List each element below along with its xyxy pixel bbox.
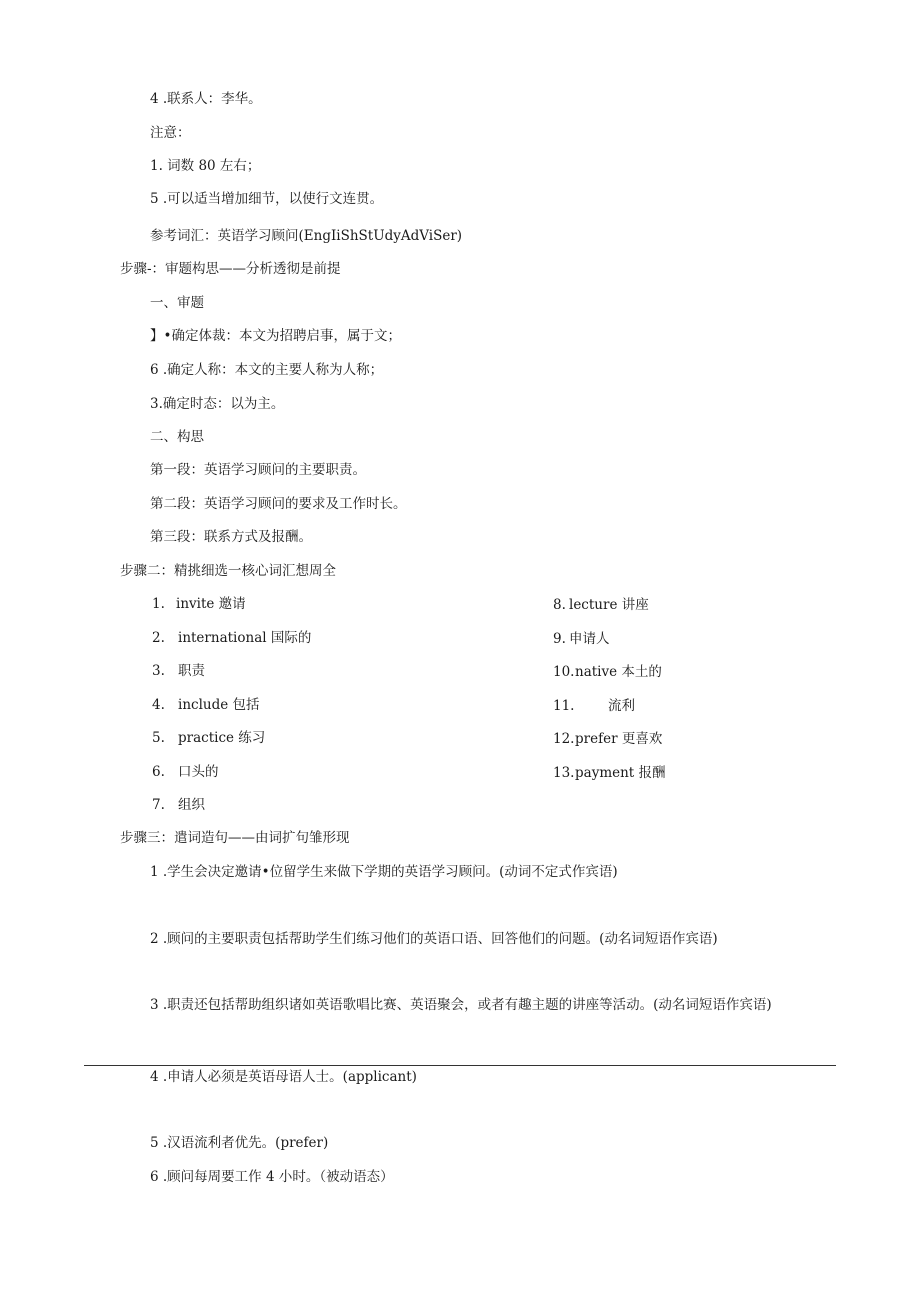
section-review-heading: 一、审题: [150, 295, 204, 311]
vocab-number: 5.: [152, 730, 165, 746]
vocab-item-2: [152, 629, 311, 647]
vocab-number: 12.: [553, 731, 575, 747]
sentence-task-5: 5 .汉语流利者优先。(prefer): [150, 1135, 329, 1151]
vocab-text: invite 邀请: [176, 596, 246, 612]
vocab-item-10: [553, 663, 662, 681]
vocab-text: practice 练习: [178, 730, 266, 746]
vocab-item-7: [152, 796, 205, 814]
vocab-number: 2.: [152, 630, 165, 646]
vocab-item-11: [553, 697, 635, 715]
vocab-item-5: [152, 729, 265, 747]
vocab-number: 7.: [152, 797, 165, 813]
review-tense: 3.确定时态：以为主。: [150, 396, 285, 412]
sentence-task-1: 1 .学生会决定邀请•位留学生来做下学期的英语学习顾问。(动词不定式作宾语): [150, 864, 618, 880]
sentence-task-2: 2 .顾问的主要职责包括帮助学生们练习他们的英语口语、回答他们的问题。(动名词短语作宾语): [150, 931, 718, 947]
vocab-text: 组织: [178, 797, 205, 813]
step-one-heading: 步骤-：审题构思——分析透彻是前提: [120, 261, 341, 277]
vocab-text: include 包括: [178, 697, 260, 713]
vocab-number: 9.: [553, 631, 566, 647]
vocab-number: 4.: [152, 697, 165, 713]
sentence-task-3: 3 .职责还包括帮助组织诸如英语歌唱比赛、英语聚会，或者有趣主题的讲座等活动。(动名词短语作宾语): [150, 997, 772, 1013]
review-person: 6 .确定人称：本文的主要人称为人称；: [150, 362, 384, 378]
requirement-contact: 4 .联系人：李华。: [150, 91, 262, 107]
vocab-text: international 国际的: [178, 630, 312, 646]
vocab-number: 8.: [553, 597, 566, 613]
notes-heading: 注意：: [150, 125, 191, 141]
vocab-text: payment 报酬: [575, 765, 666, 781]
outline-paragraph-1: 第一段：英语学习顾问的主要职责。: [150, 462, 366, 478]
vocab-item-6: [152, 763, 219, 781]
vocab-item-9: [553, 630, 610, 648]
outline-paragraph-2: 第二段：英语学习顾问的要求及工作时长。: [150, 496, 407, 512]
vocab-text: lecture 讲座: [569, 597, 649, 613]
reference-vocabulary: 参考词汇：英语学习顾问(EngIiShStUdyAdViSer): [150, 228, 463, 244]
outline-paragraph-3: 第三段：联系方式及报酬。: [150, 529, 312, 545]
vocab-text: native 本土的: [575, 664, 662, 680]
step-three-heading: 步骤三：遣词造句——由词扩句雏形现: [120, 830, 350, 846]
vocab-item-8: [553, 596, 649, 614]
sentence-task-4: 4 .申请人必须是英语母语人士。(applicant): [150, 1069, 417, 1085]
horizontal-divider: [84, 1065, 836, 1066]
review-genre: 】•确定体裁：本文为招聘启事，属于文；: [150, 328, 401, 344]
note-add-details: 5 .可以适当增加细节，以使行文连贯。: [150, 191, 384, 207]
vocab-number: 11.: [553, 698, 575, 714]
vocab-number: 3.: [152, 663, 165, 679]
vocab-text: prefer 更喜欢: [575, 731, 663, 747]
vocab-text: 口头的: [178, 764, 219, 780]
vocab-text: 职责: [178, 663, 205, 679]
section-outline-heading: 二、构思: [150, 429, 204, 445]
sentence-task-6: 6 .顾问每周要工作 4 小时。（被动语态）: [150, 1169, 394, 1185]
step-two-heading: 步骤二：精挑细选一核心词汇想周全: [120, 563, 336, 579]
vocab-text: 流利: [608, 698, 635, 714]
vocab-number: 13.: [553, 765, 575, 781]
vocab-item-13: [553, 764, 666, 782]
vocab-number: 10.: [553, 664, 575, 680]
vocab-item-1: [152, 595, 246, 613]
vocab-item-4: [152, 696, 260, 714]
note-word-count: 1. 词数 80 左右；: [150, 158, 261, 174]
vocab-text: 申请人: [569, 631, 610, 647]
vocab-number: 6.: [152, 764, 165, 780]
vocab-item-12: [553, 730, 662, 748]
vocab-number: 1.: [152, 596, 165, 612]
vocab-item-3: [152, 662, 205, 680]
